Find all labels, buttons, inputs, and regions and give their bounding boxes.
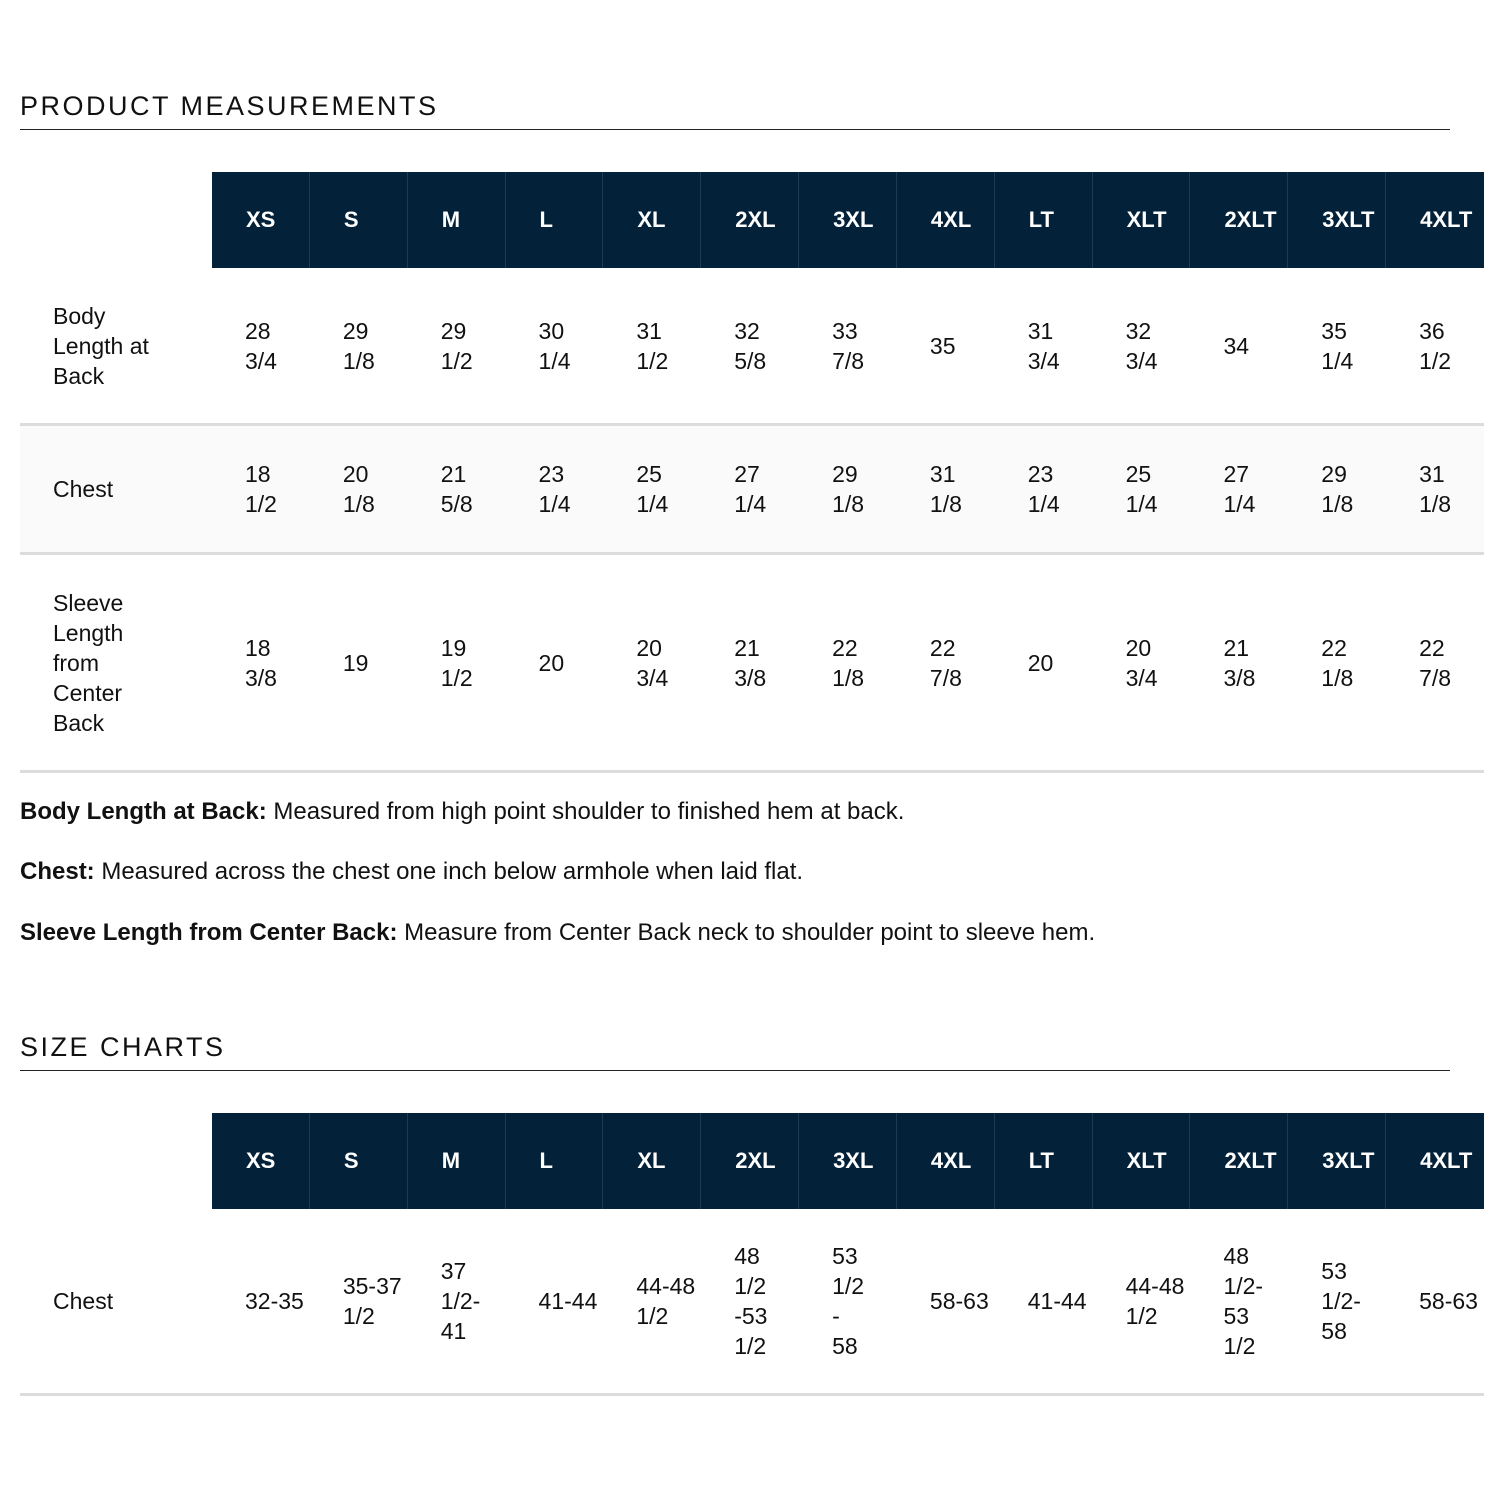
header-spacer	[20, 1113, 212, 1209]
table-cell: 25 1/4	[1125, 461, 1158, 517]
size-header-4xl: 4XL	[897, 1113, 995, 1209]
note-term: Body Length at Back:	[20, 798, 267, 825]
table-cell: 20 3/4	[1125, 634, 1158, 691]
note-sleeve-length	[20, 918, 1095, 948]
note-body-length	[20, 797, 904, 827]
table-cell: 53 1/2-58	[1321, 1258, 1361, 1344]
size-header-4xl: 4XL	[897, 172, 995, 268]
table-cell: 58-63	[929, 1288, 989, 1314]
table-cell: 32 3/4	[1125, 317, 1158, 374]
size-header-3xlt: 3XLT	[1288, 1113, 1386, 1209]
table-cell: 20	[1027, 649, 1054, 676]
table-cell: 30 1/4	[538, 317, 571, 374]
table-row-chest	[20, 426, 1484, 555]
table-cell: 22 1/8	[832, 634, 865, 691]
size-header-lt: LT	[995, 172, 1093, 268]
table-cell: 18 1/2	[245, 461, 277, 517]
table-cell: 35-37 1/2	[342, 1273, 402, 1329]
size-header-xl: XL	[603, 172, 701, 268]
table-cell: 28 3/4	[245, 317, 277, 374]
size-charts-table	[20, 1113, 1484, 1396]
table-cell: 18 3/8	[245, 634, 277, 691]
size-header-l: L	[506, 1113, 604, 1209]
table-cell: 36 1/2	[1419, 317, 1452, 374]
size-header-2xlt: 2XLT	[1190, 172, 1288, 268]
table-cell: 21 3/8	[734, 634, 767, 691]
table-cell: 35	[929, 332, 956, 359]
table-cell: 29 1/8	[1321, 461, 1354, 517]
table-cell: 22 7/8	[1419, 634, 1452, 691]
table-cell: 22 7/8	[929, 634, 962, 691]
table-cell: 23 1/4	[538, 461, 571, 517]
size-header-xlt: XLT	[1093, 172, 1191, 268]
table-cell: 31 3/4	[1027, 317, 1060, 374]
table-cell: 33 7/8	[832, 317, 865, 374]
table-cell: 44-48 1/2	[1125, 1273, 1185, 1329]
table-cell: 31 1/2	[636, 317, 669, 374]
size-header-4xlt: 4XLT	[1386, 172, 1484, 268]
table-cell: 21 5/8	[440, 461, 473, 517]
size-header-l: L	[506, 172, 604, 268]
row-label-chest: Chest	[53, 1288, 114, 1314]
size-header-2xl: 2XL	[701, 1113, 799, 1209]
table-cell: 31 1/8	[929, 461, 962, 517]
table-cell: 20 1/8	[342, 461, 375, 517]
size-header-3xl: 3XL	[799, 1113, 897, 1209]
table-cell: 37 1/2-41	[440, 1258, 481, 1344]
table-cell: 41-44	[1027, 1288, 1087, 1314]
row-label-chest: Chest	[53, 476, 114, 502]
table-cell: 21 3/8	[1223, 634, 1256, 691]
size-header-lt: LT	[995, 1113, 1093, 1209]
note-text: Measured from high point shoulder to finished hem at back.	[266, 798, 905, 825]
size-header-4xlt: 4XLT	[1386, 1113, 1484, 1209]
note-term: Chest:	[20, 858, 95, 885]
table-cell: 25 1/4	[636, 461, 669, 517]
table-cell: 29 1/2	[440, 317, 473, 374]
table-cell: 22 1/8	[1321, 634, 1354, 691]
size-header-2xl: 2XL	[701, 172, 799, 268]
size-charts-title: SIZE CHARTS	[20, 1030, 1450, 1071]
note-text: Measured across the chest one inch below armhole when laid flat.	[94, 858, 804, 885]
note-term: Sleeve Length from Center Back:	[20, 919, 398, 946]
table-cell: 19 1/2	[440, 634, 473, 691]
size-header-m: M	[408, 1113, 506, 1209]
table-cell: 20 3/4	[636, 634, 669, 691]
table-cell: 34	[1223, 332, 1250, 359]
size-header-s: S	[310, 172, 408, 268]
table-cell: 41-44	[538, 1288, 598, 1314]
measurements-table	[20, 172, 1484, 773]
table-cell: 19	[342, 649, 369, 676]
table-cell: 29 1/8	[342, 317, 375, 374]
size-header-xs: XS	[212, 172, 310, 268]
table-cell: 32-35	[245, 1288, 304, 1314]
size-header-3xlt: 3XLT	[1288, 172, 1386, 268]
table-cell: 20	[538, 649, 565, 676]
size-header-2xlt: 2XLT	[1190, 1113, 1288, 1209]
size-header-xs: XS	[212, 1113, 310, 1209]
size-header-3xl: 3XL	[799, 172, 897, 268]
table-cell: 48 1/2-53 1/2	[1223, 1243, 1264, 1359]
table-cell: 58-63	[1419, 1288, 1478, 1314]
table-cell: 53 1/2 - 58	[832, 1243, 865, 1359]
measurements-header-row	[20, 172, 1484, 268]
measurements-title: PRODUCT MEASUREMENTS	[20, 89, 1450, 130]
size-header-xl: XL	[603, 1113, 701, 1209]
size-header-xlt: XLT	[1093, 1113, 1191, 1209]
table-row-chest-size	[20, 1209, 1484, 1396]
table-cell: 35 1/4	[1321, 317, 1354, 374]
table-cell: 31 1/8	[1419, 461, 1452, 517]
table-cell: 27 1/4	[1223, 461, 1256, 517]
table-cell: 44-48 1/2	[636, 1273, 696, 1329]
table-row-body-length	[20, 268, 1484, 426]
size-charts-header-row	[20, 1113, 1484, 1209]
row-label-sleeve-length: Sleeve Length from Center Back	[53, 589, 124, 736]
table-cell: 23 1/4	[1027, 461, 1060, 517]
table-row-sleeve-length	[20, 555, 1484, 773]
table-cell: 32 5/8	[734, 317, 767, 374]
table-cell: 27 1/4	[734, 461, 767, 517]
table-cell: 48 1/2 -53 1/2	[734, 1243, 768, 1359]
row-label-body-length: Body Length at Back	[53, 302, 149, 389]
table-cell: 29 1/8	[832, 461, 865, 517]
size-header-s: S	[310, 1113, 408, 1209]
header-spacer	[20, 172, 212, 268]
note-text: Measure from Center Back neck to shoulder point to sleeve hem.	[397, 919, 1096, 946]
size-header-m: M	[408, 172, 506, 268]
note-chest	[20, 857, 803, 887]
